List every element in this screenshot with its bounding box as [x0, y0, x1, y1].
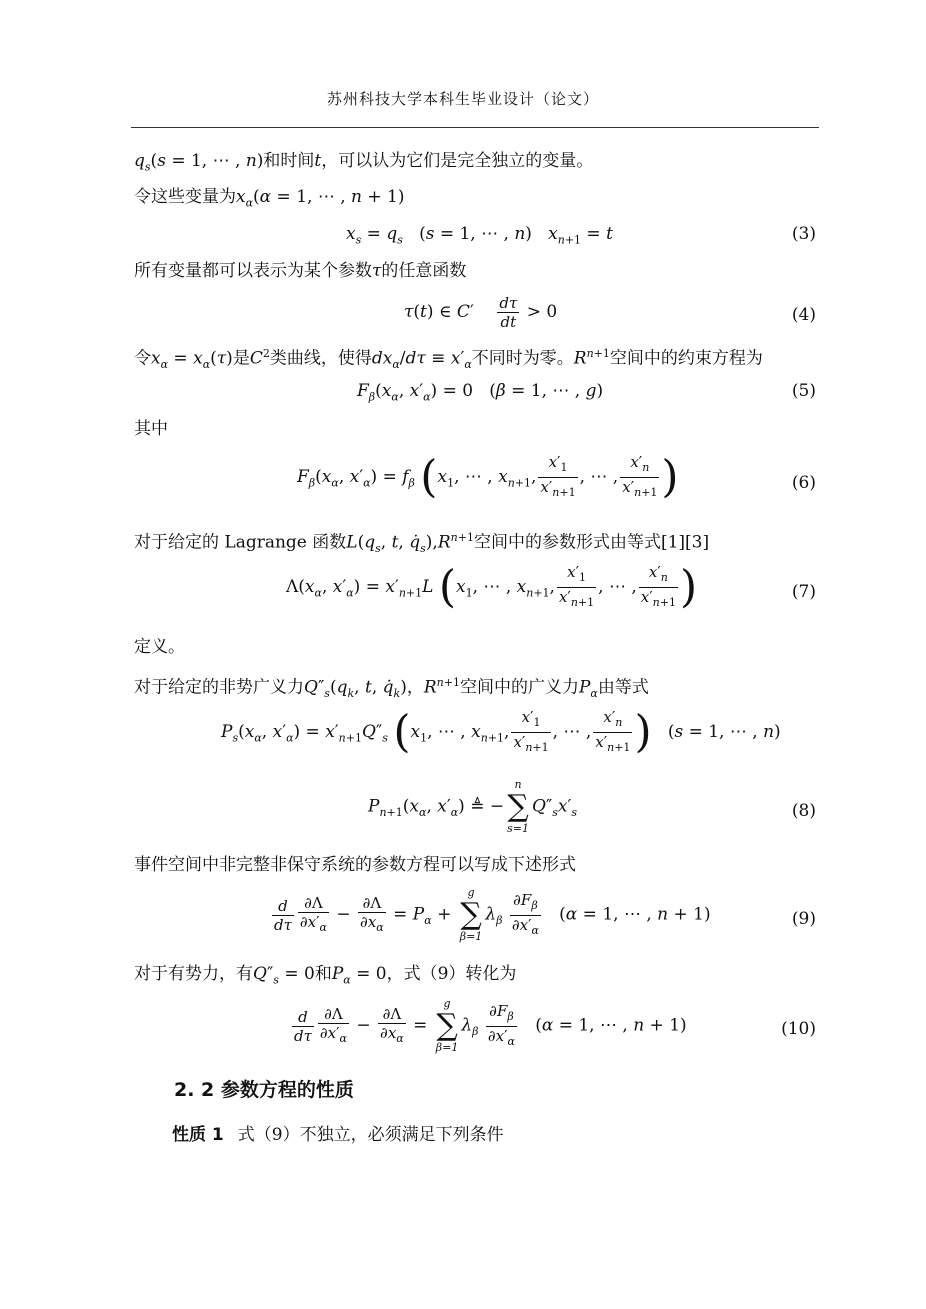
text-fragment: 空间中的参数形式由等式[1][3]	[473, 532, 710, 553]
text-fragment: 空间中的约束方程为	[609, 348, 763, 369]
text-fragment: 和时间	[263, 151, 315, 171]
text-fragment: ，式（9）转化为	[386, 964, 517, 984]
equation-number: (8)	[791, 801, 816, 821]
equation-3: $x_s = q_s$ (s = 1, ⋯ , n) $x_{n+1} = t$	[346, 224, 613, 247]
text-fragment: 对于有势力，有	[134, 964, 253, 984]
text-fragment: ，	[406, 677, 424, 698]
equation-9: $\frac{d}{d\tau}$ $\frac{\partial\Lambda}{\partial x'_\alpha}$ − $\frac{\partial\Lambda}{\partial x_\alpha}$ = $P_\alpha$ + g ∑ β=1 $\lambda_\beta$ $\frac{\partial F_\beta}{\partial x'_\alpha}$ (α = 1, ⋯ , n + 1)	[274, 886, 711, 943]
page-header: 苏州科技大学本科生毕业设计（论文）	[326, 90, 599, 108]
equation-8-second-row: $P_{n+1}(x_\alpha$, $x'_\alpha$) ≜ − n ∑ s=1 $Q''_sx'_s$	[368, 778, 578, 835]
text-fragment: 类曲线，使得	[269, 348, 372, 369]
text-fragment: ，可以认为它们是完全独立的变量。	[321, 151, 594, 171]
equation-number: (7)	[791, 582, 816, 602]
text-fragment: 的任意函数	[381, 261, 467, 281]
text-line-9: 事件空间中非完整非保守系统的参数方程可以写成下述形式	[134, 855, 576, 875]
text-line-7: 定义。	[134, 637, 185, 657]
property-text: 式（9）不独立，必须满足下列条件	[237, 1125, 504, 1145]
text-line-5: 其中	[134, 419, 168, 439]
text-fragment: 空间中的广义力	[459, 677, 579, 698]
equation-number: (4)	[791, 305, 816, 325]
equation-number: (6)	[791, 473, 816, 493]
text-fragment: 令这些变量为	[134, 187, 236, 207]
section-heading: 2. 2 参数方程的性质	[174, 1079, 354, 1101]
text-line-2: 令这些变量为$x_\alpha(\alpha = 1$, ⋯ , n + 1)	[134, 187, 405, 210]
equation-4: τ(t) ∈ C′ $\frac{d\tau}{dt}$ > 0	[404, 294, 558, 331]
equation-number: (10)	[781, 1019, 816, 1039]
property-line	[172, 1120, 504, 1145]
equation-5: $F_\beta(x_\alpha$, $x'_\alpha) = 0$ (β = 1, ⋯ , g)	[357, 381, 604, 404]
text-fragment: 由等式	[597, 677, 649, 698]
equation-10: $\frac{d}{d\tau}$ $\frac{\partial\Lambda}{\partial x'_\alpha}$ − $\frac{\partial\Lambda}{\partial x_\alpha}$ = g ∑ β=1 $\lambda_\beta$ $\frac{\partial F_\beta}{\partial x'_\alpha}$ (α = 1, ⋯ , n + 1)	[294, 997, 687, 1054]
property-label: 性质 1	[172, 1125, 224, 1145]
text-line-8: 对于给定的非势广义力$Q''_s(q_k$, t, $q̇_k$)，$R^{n+1}$空间中的广义力$P_\alpha$由等式	[134, 676, 649, 701]
text-line-3: 所有变量都可以表示为某个参数τ的任意函数	[134, 261, 467, 281]
text-fragment: 是	[232, 348, 250, 369]
equation-number: (9)	[791, 909, 816, 929]
equation-number: (3)	[791, 224, 816, 244]
text-fragment: 令	[134, 348, 151, 369]
text-fragment: 所有变量都可以表示为某个参数	[134, 261, 372, 281]
text-fragment: 对于给定的非势广义力	[134, 677, 304, 698]
equation-8-first-row: $P_s(x_\alpha$, $x'_\alpha) = x'_{n+1}Q''_s$ ($x_1$, ⋯ , $x_{n+1}$, $\frac{x'_1}{x'_{n+1}}$ , ⋯ , $\frac{x'_n}{x'_{n+1}}$ ) (s = 1, ⋯ , n)	[221, 706, 781, 758]
equation-number: (5)	[791, 381, 816, 401]
text-line-1: $q_s(s = 1$, ⋯ , n)和时间t，可以认为它们是完全独立的变量。	[134, 151, 594, 174]
text-fragment: 和	[314, 964, 332, 984]
text-line-10: 对于有势力，有$Q''_s = 0$和$P_\alpha = 0$，式（9）转化为	[134, 964, 517, 987]
text-fragment: 不同时为零。	[471, 348, 574, 369]
text-line-4: 令$x_\alpha = x_\alpha(\tau)$是$C^2$类曲线，使得$dx_\alpha/d\tau \equiv x'_\alpha$不同时为零。$R^{n+1}$空间中的约束方程为	[134, 347, 763, 372]
header-rule	[131, 127, 819, 128]
text-line-6: 对于给定的 Lagrange 函数$L(q_s$, t, $q̇_s),R^{n+1}$空间中的参数形式由等式[1][3]	[134, 531, 710, 556]
equation-7: $\Lambda(x_\alpha$, $x'_\alpha) = x'_{n+1}L$ ($x_1$, ⋯ , $x_{n+1}$, $\frac{x'_1}{x'_{n+1}}$ , ⋯ , $\frac{x'_n}{x'_{n+1}}$ )	[286, 561, 698, 613]
equation-6: $F_\beta(x_\alpha$, $x'_\alpha) = f_\beta$ ($x_1$, ⋯ , $x_{n+1}$, $\frac{x'_1}{x'_{n+1}}$ , ⋯ , $\frac{x'_n}{x'_{n+1}}$ )	[297, 451, 679, 503]
text-fragment: 对于给定的 Lagrange 函数	[134, 532, 347, 553]
